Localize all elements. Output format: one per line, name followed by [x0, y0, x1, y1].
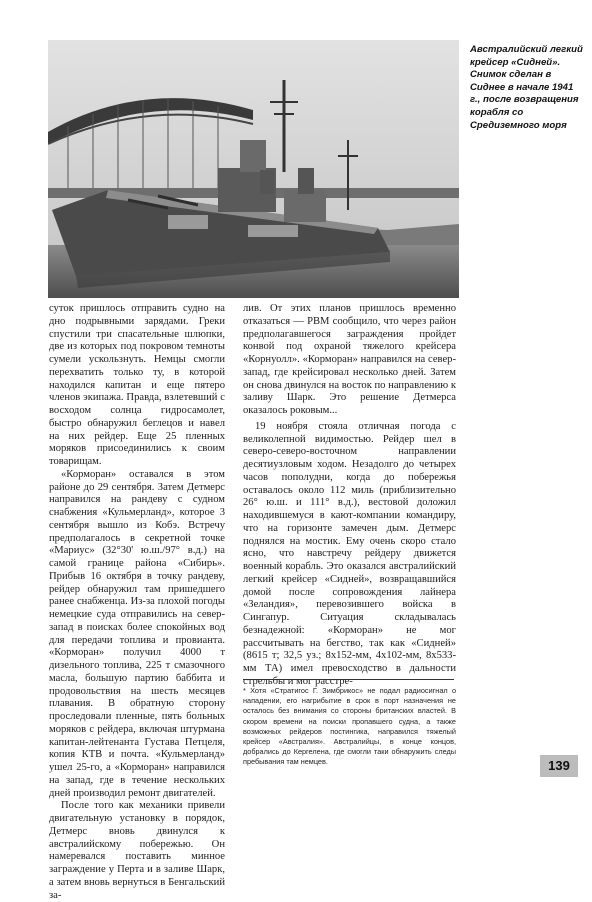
footnote: * Хотя «Стратигос Г. Зимбрикос» не подал радиосигнал о нападении, его нагрибытие в срок в порт назначения не осталось без внимания со стороны британских властей. В скором времени на поиски пропавшего судна, а также возможных рейдеров постингика, направился тяжелый крейсер «Австралия». Австралийцы, в конце концов, добрались до Кергелена, где смогли таки обнаружить следы пребывания там немцев.: [243, 686, 456, 767]
paragraph: суток пришлось отправить судно на дно подрывными зарядами. Греки спустили три спасательные шлюпки, две из которых под покровом темноты сумели ускользнуть. Немцы смогли перехватить только ту, в которой находился капитан и еще пятеро членов экипажа. Правда, взлетевший с восходом солнца гидросамолет, быстро обнаружил беглецов и навел на них рейдер. Еще 25 пленных моряков присоединились к своим товарищам.: [49, 303, 225, 467]
left-text-column: [49, 303, 225, 902]
photo-caption: Австралийский легкий крейсер «Сидней». Снимок сделан в Сиднее в начале 1941 г., после возвращения корабля со Средиземного моря: [470, 44, 583, 131]
paragraph: После того как механики привели двигательную установку в порядок, Детмерс вновь двинулся к австралийскому побережью. Он намеревался поставить минное заграждение у Перта и в заливе Шарк, а затем вновь вернуться в Бенгальский за-: [49, 800, 225, 901]
page-number: 139: [540, 755, 578, 777]
paragraph: лив. От этих планов пришлось временно отказаться — РВМ сообщило, что через район предполагавшегося заграждения пройдет конвой под охраной тяжелого крейсера «Корнуолл». «Корморан» направился на север-запад, где крейсировал несколько дней. Затем он снова двинулся на восток по направлению к заливу Шарк. Это решение Детмерса оказалось роковым...: [243, 303, 456, 416]
paragraph: «Корморан» оставался в этом районе до 29 сентября. Затем Детмерс направился на рандеву с судном снабжения «Кульмерланд», которое 3 сентября вышло из Кобэ. Встречу предполагалось в секретной точке «Мариус» (32°30' ю.ш./97° в.д.) на самой границе района «Сибирь». Прибыв 16 октября в точку рандеву, рейдер обнаружил там пришедшего ранее снабженца. Из-за плохой погоды немецкие суда отправились на север-запад в поисках более спокойных вод для передачи топлива и провианта. «Корморан» получил 4000 т дизельного топлива, 225 т смазочного масла, большую партию баббита и продовольствия на шесть месяцев плавания. В обратную сторону проследовали пленные, пять больных моряков с рейдера, включая штурмана капитан-лейтенанта Густава Петцеля, копия КТВ и почта. «Кульмерланд» ушел 25-го, а «Корморан» направился на запад, где в течение нескольких дней производил ремонт двигателей.: [49, 468, 225, 799]
footnote-divider: [243, 679, 454, 680]
paragraph: 19 ноября стояла отличная погода с великолепной видимостью. Рейдер шел в северо-северо-восточном направлении десятиузловым ходом. Незадолго до четырех часов пополудни, когда до побережья оставалось около 112 миль (приблизительно 26° ю.ш. и 111° в.д.), вестовой доложил находившемуся в кают-компании командиру, что на горизонте замечен дым. Детмерс поднялся на мостик. Ему очень скоро стало ясно, что навстречу рейдеру движется военный корабль. Это оказался австралийский легкий крейсер «Сидней», возвращавшийся домой после сопровождения лайнера «Зеландия», перевозившего войска в Сингапур. Ситуация складывалась безнадежной: «Корморан» не мог рассчитывать на бегство, так как «Сидней» (8615 т; 32,5 уз.; 8х152-мм, 4х102-мм, 8х533-мм ТА) имел превосходство в дальности стрельбы и мог расстре-: [243, 420, 456, 687]
cruiser-photo: [48, 40, 459, 298]
right-text-column: [243, 303, 456, 689]
